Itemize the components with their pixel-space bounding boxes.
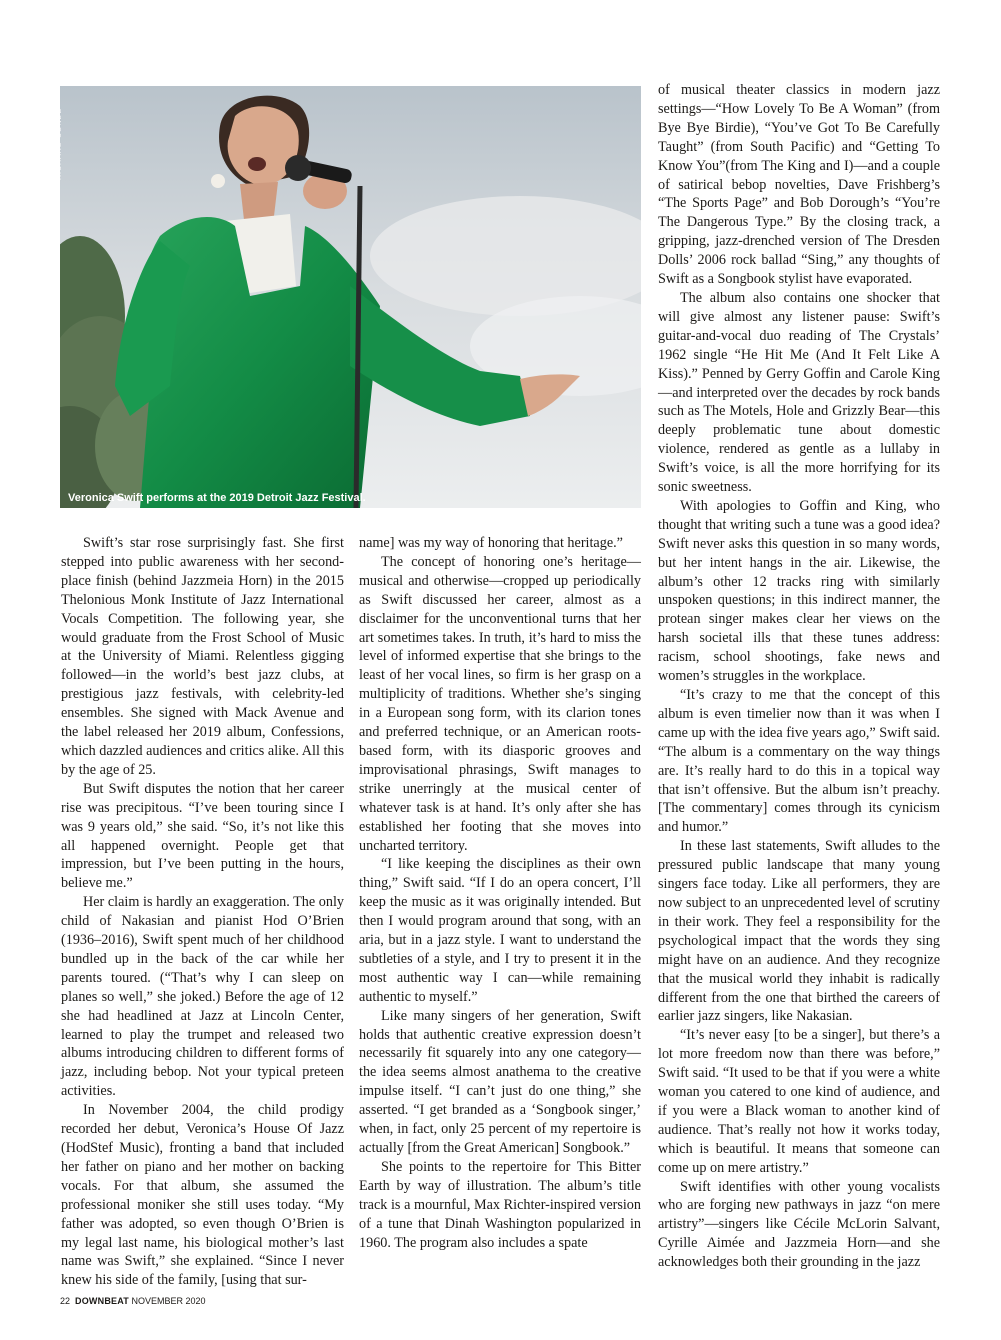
article-column-3 [658, 81, 940, 1272]
paragraph: Swift’s star rose surprisingly fast. She first stepped into public awareness with her second-place finish (behind Jazzmeia Horn) in the 2015 Thelonious Monk Institute of Jazz International Vocals Competition. The following year, she would graduate from the Frost School of Music at the University of Miami. Relentless gigging followed—in the world’s best jazz clubs, at prestigious jazz festivals, with celebrity-led ensembles. She signed with Mack Avenue and the label released her 2019 album, Confessions, which dazzled audiences and critics alike. All this by the age of 25. [61, 535, 344, 778]
page-footer [60, 1296, 206, 1306]
photo-credit: RICHARD CONDE [56, 107, 63, 180]
photo-caption: Veronica Swift performs at the 2019 Detroit Jazz Festival. [68, 492, 366, 504]
paragraph: She points to the repertoire for This Bitter Earth by way of illustration. The album’s title track is a mournful, Max Richter-inspired version of a tune that Dinah Washington popularized in 1960. The program also includes a spate [359, 1158, 641, 1251]
page-number: 22 [60, 1296, 71, 1306]
article-column-2 [359, 534, 641, 1252]
paragraph: of musical theater classics in modern jazz settings—“How Lovely To Be A Woman” (from Bye Bye Birdie), “You’ve Got To Be Carefully Taught” (from South Pacific) and “Getting To Know You”(from The King and I)—and a couple of satirical bebop novelties, Dave Frishberg’s “The Sports Page” and Bob Dorough’s “You’re The Dangerous Type.” By the closing track, a gripping, jazz-drenched version of The Dresden Dolls’ 2006 rock ballad “Sing,” any thoughts of Swift as a Songbook stylist have evaporated. [658, 82, 940, 288]
paragraph: “I like keeping the disciplines as their own thing,” Swift said. “If I do an opera concert, I’ll keep the music as it was originally intended. But then I would program around that song, with an aria, but in a jazz style. I want to understand the subtleties of a style, and I try to present it in the most authentic way I can—while remaining authentic to myself.” [359, 856, 641, 1005]
article-column-1 [61, 534, 344, 1290]
paragraph: The album also contains one shocker that will give almost any listener pause: Swift’s guitar-and-vocal duo reading of The Crystals’ 1962 single “He Hit Me (And It Felt Like A Kiss).” Penned by Gerry Goffin and Carole King—and interpreted over the decades by rock bands such as The Motels, Hole and Grizzly Bear—this deeply problematic tune about domestic violence, rendered as gentle as a lullaby in Swift’s voice, is all the more horrifying for its sonic sweetness. [658, 289, 940, 496]
paragraph: Her claim is hardly an exaggeration. The only child of Nakasian and pianist Hod O’Brien (1936–2016), Swift spent much of her childhood bundled up in the back of the car while her parents toured. (“That’s why I can sleep on planes so well,” she joked.) Before the age of 12 she had headlined at Jazz at Lincoln Center, learned to play the trumpet and released two albums introducing children to different forms of jazz, including bebop. Not your typical preteen activities. [61, 894, 344, 1100]
paragraph: The concept of honoring one’s heritage—musical and otherwise—cropped up periodically as Swift discussed her career, almost as a disclaimer for the unconventional turns that her art sometimes takes. In truth, it’s hard to miss the level of informed expertise that she brings to the least of her vocal lines, so firm is her grasp on a multiplicity of traditions. Whether she’s singing in a European song form, with its clarion tones and preferred technique, or an American roots-based form, with its diasporic grooves and improvisational phrasings, Swift manages to strike unerringly at the musical center of whatever task is at hand. It’s only after she has established her footing that she moves into uncharted territory. [359, 553, 641, 854]
paragraph: “It’s crazy to me that the concept of this album is even timelier now than it was when I came up with the idea five years ago,” Swift said. “The album is a commentary on the way things are. It’s really hard to do this in a topical way that isn’t offensive. But the album isn’t preachy. [The commentary] comes through its cynicism and humor.” [658, 687, 940, 836]
article-photo [60, 86, 641, 508]
singer-illustration [60, 86, 641, 508]
paragraph: Like many singers of her generation, Swift holds that authentic creative expression doesn’t necessarily fit squarely into any one category—the idea seems almost anathema to the creative impulse itself. “I can’t just do one thing,” she asserted. “I get branded as a ‘Songbook singer,’ when, in fact, only 25 percent of my repertoire is actually [from the Great American] Songbook.” [359, 1007, 641, 1156]
paragraph: But Swift disputes the notion that her career rise was precipitous. “I’ve been touring since I was 9 years old,” she said. “So, it’s not like this all happened overnight. People get that impression, but I’ve been putting in the hours, believe me.” [61, 780, 344, 892]
paragraph: With apologies to Goffin and King, who thought that writing such a tune was a good idea? Swift never asks this question in so many words, but her intent hangs in the air. Likewise, the album’s other 12 tracks ring with similarly unspoken questions; in this indirect manner, the protean singer makes clear her views on the harsh societal ills that these tunes address: racism, school shootings, fake news and women’s struggles in the workplace. [658, 497, 940, 685]
paragraph: “It’s never easy [to be a singer], but there’s a lot more freedom now than there was before,” Swift said. “It used to be that if you were a white woman you catered to one kind of audience, and if you were a Black woman to another kind of audience. That’s really not how it works today, which is beautiful. It means that someone can come up on mere artistry.” [658, 1027, 940, 1176]
paragraph: In these last statements, Swift alludes to the pressured public landscape that many young singers face today. Like all performers, they are now subject to an unprecedented level of scrutiny in their work. They feel a responsibility for the psychological impact that the words they sing might have on an audience. And they recognize that the musical world they inhabit is radically different from the one that birthed the careers of earlier jazz singers, like Nakasian. [658, 838, 940, 1025]
paragraph: In November 2004, the child prodigy recorded her debut, Veronica’s House Of Jazz (HodStef Music), fronting a band that included her father on piano and her mother on backing vocals. For that album, she assumed the professional moniker she still uses today. “My father was adopted, so even though O’Brien is my legal last name, his biological mother’s last name was Swift,” she explained. “Since I never knew his side of the family, [using that sur- [61, 1102, 344, 1289]
issue-date: NOVEMBER 2020 [131, 1296, 206, 1306]
paragraph: name] was my way of honoring that heritage.” [359, 535, 623, 551]
paragraph: Swift identifies with other young vocalists who are forging new pathways in jazz “on mere artistry”—singers like Cécile McLorin Salvant, Cyrille Aimée and Jazzmeia Horn—and she acknowledges both their grounding in the jazz [658, 1178, 940, 1271]
magazine-name: DOWNBEAT [75, 1296, 129, 1306]
